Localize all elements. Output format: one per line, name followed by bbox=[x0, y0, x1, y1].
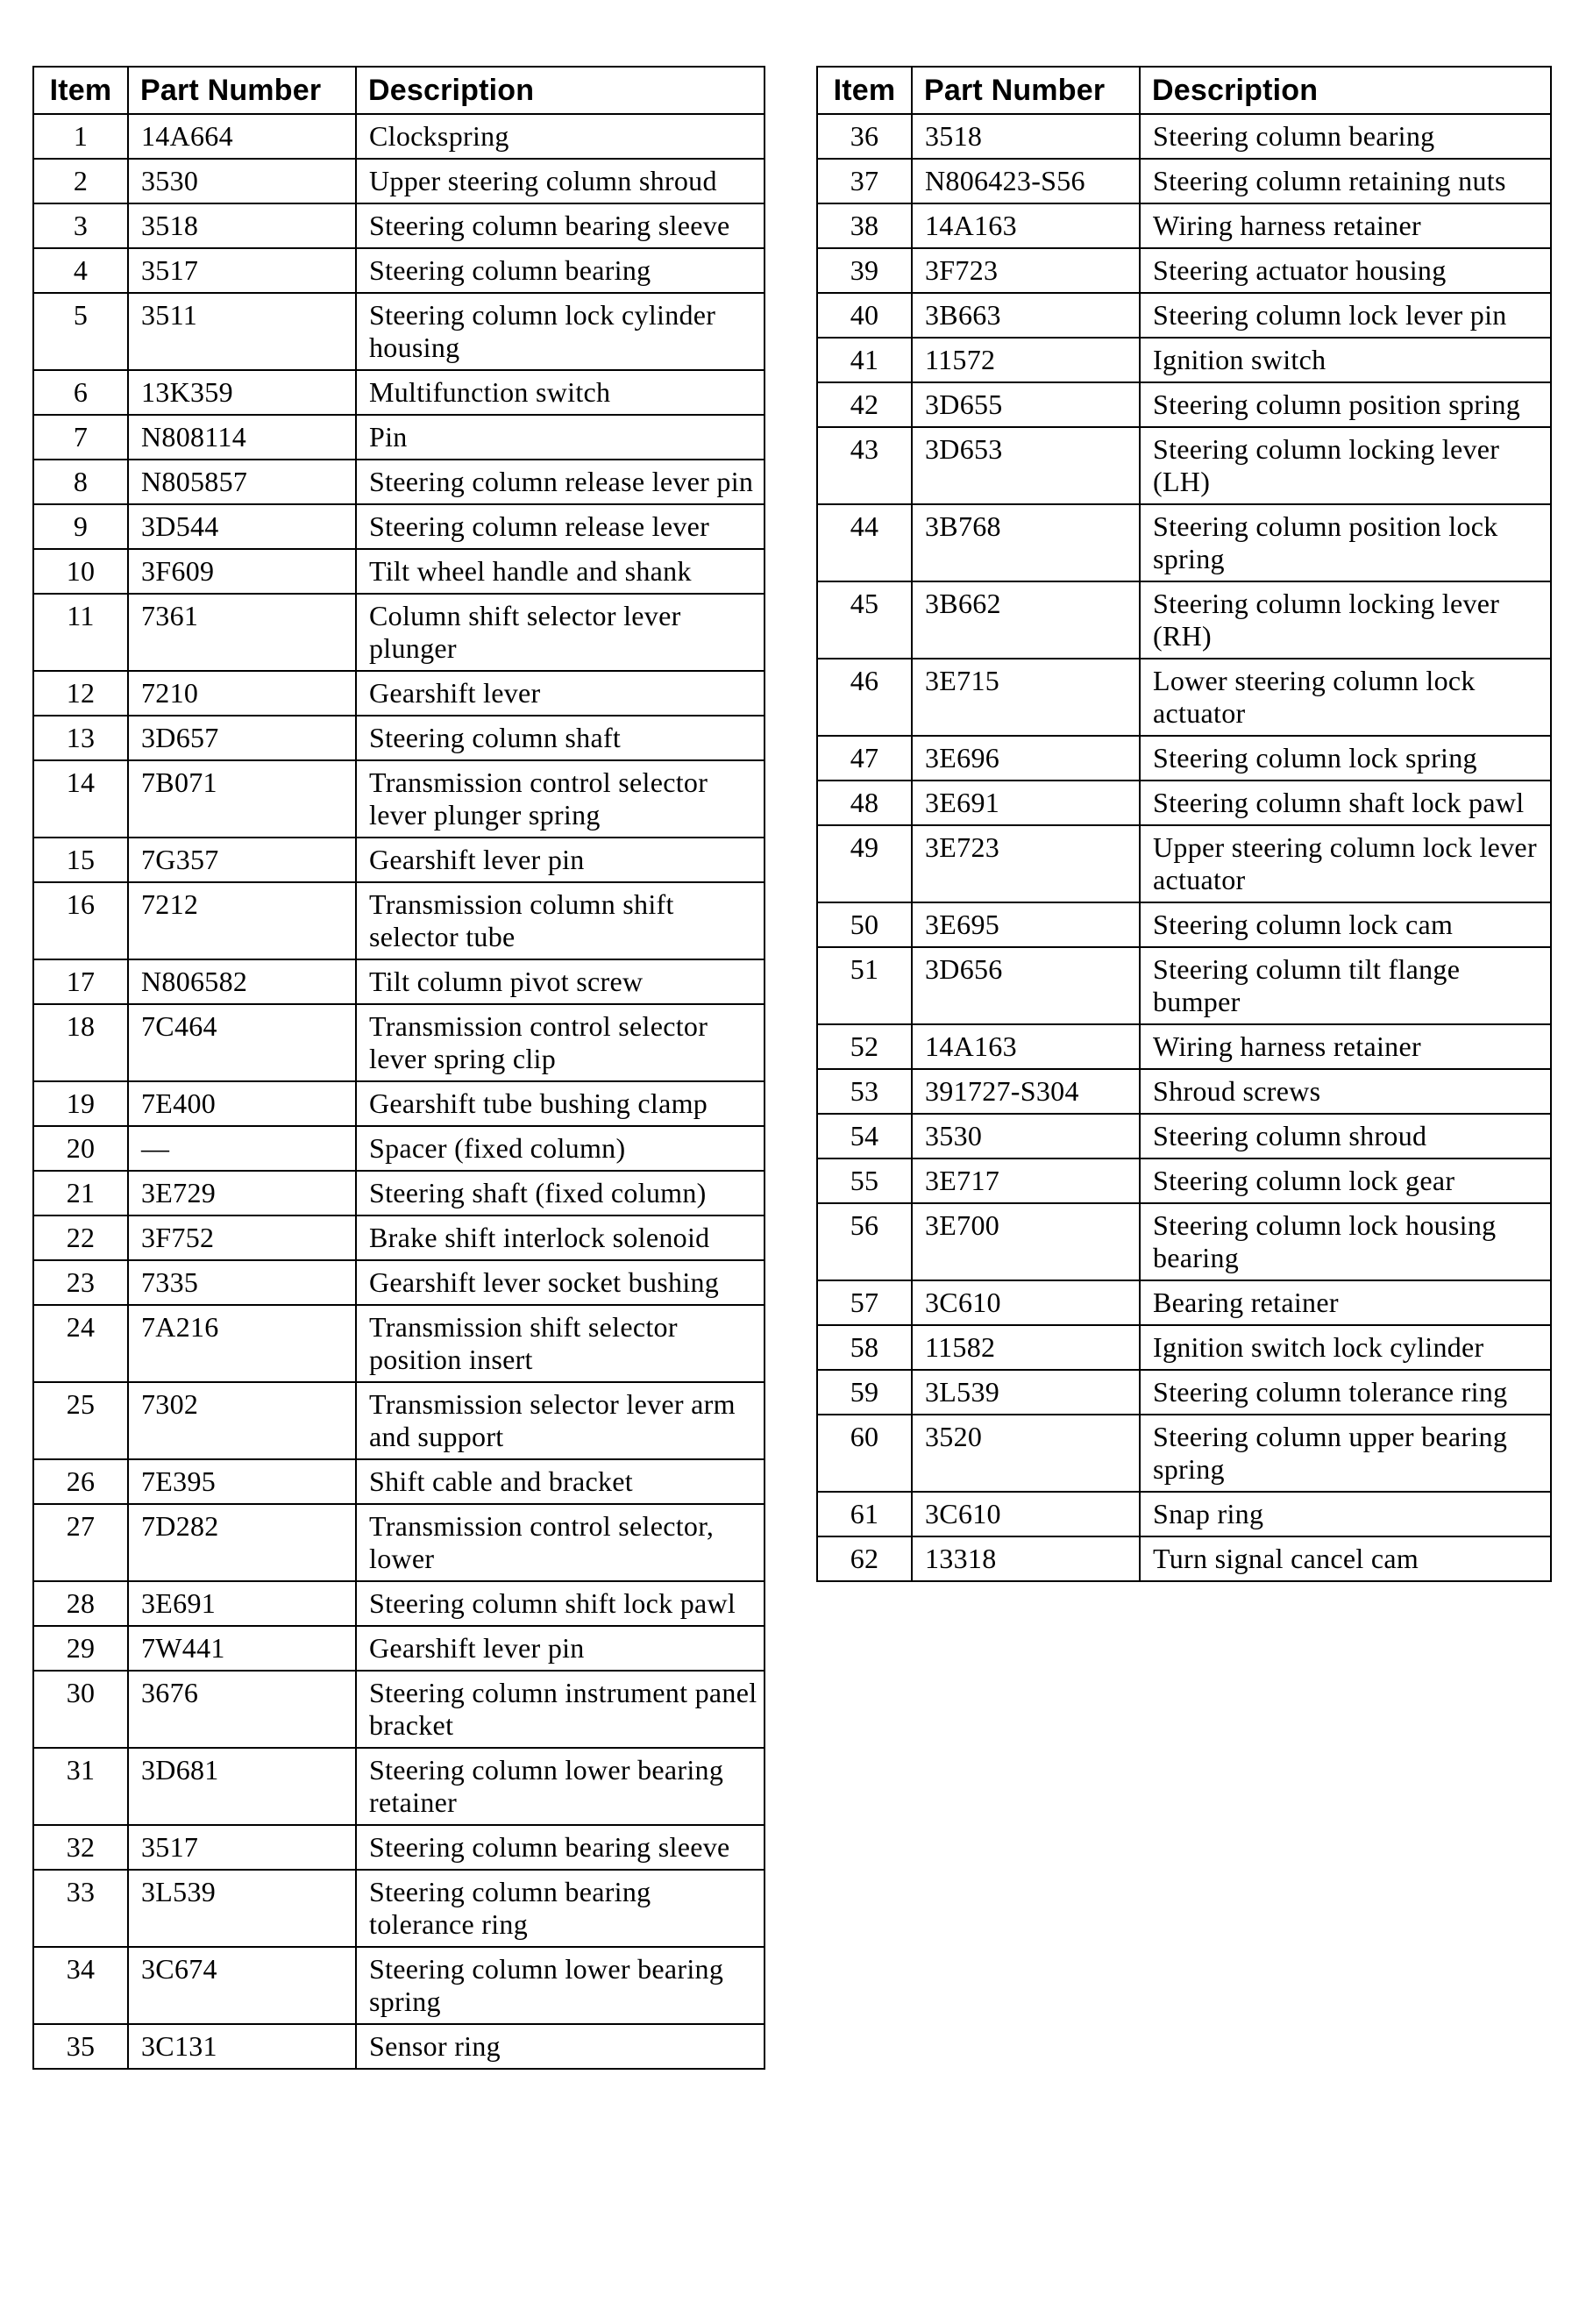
description-cell: Gearshift lever pin bbox=[356, 838, 765, 882]
item-number-cell: 35 bbox=[33, 2024, 128, 2069]
table-row bbox=[817, 781, 1551, 825]
description-cell: Bearing retainer bbox=[1140, 1280, 1551, 1325]
item-number-cell: 45 bbox=[817, 581, 912, 659]
item-number-cell: 33 bbox=[33, 1870, 128, 1947]
part-number-cell: — bbox=[128, 1126, 356, 1171]
item-number-cell: 38 bbox=[817, 203, 912, 248]
item-number-cell: 23 bbox=[33, 1260, 128, 1305]
table-row bbox=[817, 825, 1551, 902]
part-number-cell: 3511 bbox=[128, 293, 356, 370]
description-column-header: Description bbox=[356, 67, 765, 114]
table-row bbox=[33, 1459, 765, 1504]
item-number-cell: 43 bbox=[817, 427, 912, 504]
part-number-cell: 3518 bbox=[128, 203, 356, 248]
part-number-cell: N806423-S56 bbox=[912, 159, 1140, 203]
table-row bbox=[817, 1325, 1551, 1370]
item-number-cell: 55 bbox=[817, 1158, 912, 1203]
part-number-cell: N805857 bbox=[128, 460, 356, 504]
item-number-cell: 62 bbox=[817, 1536, 912, 1581]
description-cell: Brake shift interlock solenoid bbox=[356, 1215, 765, 1260]
item-number-cell: 26 bbox=[33, 1459, 128, 1504]
table-row bbox=[33, 1626, 765, 1671]
part-number-cell: 3E715 bbox=[912, 659, 1140, 736]
item-number-cell: 15 bbox=[33, 838, 128, 882]
table-row bbox=[33, 1947, 765, 2024]
table-row bbox=[817, 1203, 1551, 1280]
table-row bbox=[33, 1126, 765, 1171]
description-cell: Steering column position lock spring bbox=[1140, 504, 1551, 581]
table-row bbox=[33, 370, 765, 415]
description-cell: Snap ring bbox=[1140, 1492, 1551, 1536]
description-cell: Steering column bearing bbox=[1140, 114, 1551, 159]
description-cell: Steering shaft (fixed column) bbox=[356, 1171, 765, 1215]
part-number-cell: 3B768 bbox=[912, 504, 1140, 581]
description-cell: Ignition switch bbox=[1140, 338, 1551, 382]
part-number-cell: 3D656 bbox=[912, 947, 1140, 1024]
description-cell: Steering column bearing bbox=[356, 248, 765, 293]
item-number-cell: 42 bbox=[817, 382, 912, 427]
description-cell: Gearshift lever bbox=[356, 671, 765, 716]
table-row bbox=[817, 293, 1551, 338]
part-number-cell: 3E691 bbox=[912, 781, 1140, 825]
description-cell: Steering column lock gear bbox=[1140, 1158, 1551, 1203]
description-cell: Steering column lock spring bbox=[1140, 736, 1551, 781]
part-number-cell: 7B071 bbox=[128, 760, 356, 838]
description-cell: Steering column lock lever pin bbox=[1140, 293, 1551, 338]
table-row bbox=[817, 1536, 1551, 1581]
description-cell: Pin bbox=[356, 415, 765, 460]
item-column-header: Item bbox=[33, 67, 128, 114]
part-number-cell: 3C674 bbox=[128, 1947, 356, 2024]
part-number-cell: 3520 bbox=[912, 1415, 1140, 1492]
table-row bbox=[817, 248, 1551, 293]
item-number-cell: 3 bbox=[33, 203, 128, 248]
item-number-cell: 22 bbox=[33, 1215, 128, 1260]
item-number-cell: 9 bbox=[33, 504, 128, 549]
item-number-cell: 53 bbox=[817, 1069, 912, 1114]
part-number-cell: 7D282 bbox=[128, 1504, 356, 1581]
description-cell: Steering column lock cylinder housing bbox=[356, 293, 765, 370]
table-row bbox=[817, 659, 1551, 736]
item-number-cell: 40 bbox=[817, 293, 912, 338]
table-row bbox=[33, 882, 765, 959]
description-cell: Steering column release lever bbox=[356, 504, 765, 549]
part-number-cell: 3530 bbox=[128, 159, 356, 203]
part-number-column-header: Part Number bbox=[912, 67, 1140, 114]
description-cell: Gearshift lever socket bushing bbox=[356, 1260, 765, 1305]
table-row bbox=[33, 1305, 765, 1382]
part-number-cell: 3517 bbox=[128, 248, 356, 293]
item-number-cell: 6 bbox=[33, 370, 128, 415]
description-cell: Steering column lower bearing retainer bbox=[356, 1748, 765, 1825]
item-number-cell: 46 bbox=[817, 659, 912, 736]
item-number-cell: 50 bbox=[817, 902, 912, 947]
table-row bbox=[33, 203, 765, 248]
item-number-cell: 10 bbox=[33, 549, 128, 594]
description-cell: Upper steering column lock lever actuator bbox=[1140, 825, 1551, 902]
part-number-cell: 11572 bbox=[912, 338, 1140, 382]
table-row bbox=[817, 1069, 1551, 1114]
part-number-cell: 3F723 bbox=[912, 248, 1140, 293]
description-cell: Steering column upper bearing spring bbox=[1140, 1415, 1551, 1492]
item-number-cell: 18 bbox=[33, 1004, 128, 1081]
table-row bbox=[817, 947, 1551, 1024]
part-number-cell: 3F752 bbox=[128, 1215, 356, 1260]
item-number-cell: 25 bbox=[33, 1382, 128, 1459]
table-row bbox=[33, 1260, 765, 1305]
table-row bbox=[33, 1382, 765, 1459]
description-cell: Transmission shift selector position insert bbox=[356, 1305, 765, 1382]
description-cell: Steering column tilt flange bumper bbox=[1140, 947, 1551, 1024]
description-cell: Multifunction switch bbox=[356, 370, 765, 415]
table-row bbox=[817, 504, 1551, 581]
part-number-cell: 3C610 bbox=[912, 1280, 1140, 1325]
part-number-cell: 3676 bbox=[128, 1671, 356, 1748]
part-number-cell: 3L539 bbox=[128, 1870, 356, 1947]
part-number-cell: 3C131 bbox=[128, 2024, 356, 2069]
description-cell: Transmission column shift selector tube bbox=[356, 882, 765, 959]
part-number-cell: 11582 bbox=[912, 1325, 1140, 1370]
item-number-cell: 12 bbox=[33, 671, 128, 716]
table-row bbox=[33, 1504, 765, 1581]
parts-table-right bbox=[816, 66, 1552, 1582]
table-row bbox=[33, 1581, 765, 1626]
table-row bbox=[33, 1748, 765, 1825]
item-number-cell: 2 bbox=[33, 159, 128, 203]
item-number-cell: 57 bbox=[817, 1280, 912, 1325]
item-number-cell: 54 bbox=[817, 1114, 912, 1158]
item-number-cell: 58 bbox=[817, 1325, 912, 1370]
item-number-cell: 37 bbox=[817, 159, 912, 203]
description-cell: Clockspring bbox=[356, 114, 765, 159]
header-row bbox=[33, 67, 765, 114]
description-cell: Steering column lower bearing spring bbox=[356, 1947, 765, 2024]
item-number-cell: 59 bbox=[817, 1370, 912, 1415]
description-cell: Column shift selector lever plunger bbox=[356, 594, 765, 671]
item-number-cell: 17 bbox=[33, 959, 128, 1004]
table-row bbox=[33, 1215, 765, 1260]
part-number-cell: 3530 bbox=[912, 1114, 1140, 1158]
description-cell: Steering column shaft lock pawl bbox=[1140, 781, 1551, 825]
table-row bbox=[817, 1415, 1551, 1492]
description-cell: Steering column locking lever (LH) bbox=[1140, 427, 1551, 504]
item-number-cell: 51 bbox=[817, 947, 912, 1024]
table-row bbox=[33, 460, 765, 504]
part-number-cell: 3E691 bbox=[128, 1581, 356, 1626]
part-number-cell: 3E700 bbox=[912, 1203, 1140, 1280]
item-number-cell: 61 bbox=[817, 1492, 912, 1536]
description-cell: Steering column position spring bbox=[1140, 382, 1551, 427]
description-cell: Steering column bearing sleeve bbox=[356, 1825, 765, 1870]
table-row bbox=[817, 427, 1551, 504]
table-row bbox=[817, 1158, 1551, 1203]
item-number-cell: 4 bbox=[33, 248, 128, 293]
part-number-cell: 3D657 bbox=[128, 716, 356, 760]
table-row bbox=[33, 760, 765, 838]
item-number-cell: 19 bbox=[33, 1081, 128, 1126]
table-row bbox=[817, 902, 1551, 947]
table-row bbox=[33, 293, 765, 370]
item-number-cell: 56 bbox=[817, 1203, 912, 1280]
part-number-cell: 3E695 bbox=[912, 902, 1140, 947]
description-cell: Wiring harness retainer bbox=[1140, 1024, 1551, 1069]
description-cell: Sensor ring bbox=[356, 2024, 765, 2069]
item-number-cell: 21 bbox=[33, 1171, 128, 1215]
description-cell: Transmission control selector lever spring clip bbox=[356, 1004, 765, 1081]
description-cell: Steering column release lever pin bbox=[356, 460, 765, 504]
description-cell: Steering column bearing tolerance ring bbox=[356, 1870, 765, 1947]
table-row bbox=[33, 671, 765, 716]
item-number-cell: 16 bbox=[33, 882, 128, 959]
item-number-cell: 5 bbox=[33, 293, 128, 370]
item-number-cell: 24 bbox=[33, 1305, 128, 1382]
parts-table-left bbox=[32, 66, 765, 2070]
description-cell: Shift cable and bracket bbox=[356, 1459, 765, 1504]
item-number-cell: 36 bbox=[817, 114, 912, 159]
item-number-cell: 32 bbox=[33, 1825, 128, 1870]
item-number-cell: 27 bbox=[33, 1504, 128, 1581]
table-row bbox=[33, 114, 765, 159]
part-number-cell: 7335 bbox=[128, 1260, 356, 1305]
part-number-cell: 7W441 bbox=[128, 1626, 356, 1671]
item-number-cell: 39 bbox=[817, 248, 912, 293]
table-row bbox=[33, 549, 765, 594]
item-number-cell: 31 bbox=[33, 1748, 128, 1825]
table-row bbox=[33, 1870, 765, 1947]
table-row bbox=[817, 338, 1551, 382]
part-number-cell: 3C610 bbox=[912, 1492, 1140, 1536]
part-number-cell: 7E400 bbox=[128, 1081, 356, 1126]
part-number-cell: 14A163 bbox=[912, 203, 1140, 248]
part-number-cell: 3D544 bbox=[128, 504, 356, 549]
part-number-cell: 7210 bbox=[128, 671, 356, 716]
item-number-cell: 8 bbox=[33, 460, 128, 504]
description-cell: Wiring harness retainer bbox=[1140, 203, 1551, 248]
description-cell: Steering column retaining nuts bbox=[1140, 159, 1551, 203]
item-number-cell: 60 bbox=[817, 1415, 912, 1492]
part-number-cell: 14A163 bbox=[912, 1024, 1140, 1069]
table-row bbox=[817, 1492, 1551, 1536]
table-row bbox=[817, 203, 1551, 248]
description-cell: Upper steering column shroud bbox=[356, 159, 765, 203]
item-number-cell: 49 bbox=[817, 825, 912, 902]
part-number-cell: 391727-S304 bbox=[912, 1069, 1140, 1114]
part-number-cell: 3E696 bbox=[912, 736, 1140, 781]
table-row bbox=[33, 159, 765, 203]
description-cell: Gearshift lever pin bbox=[356, 1626, 765, 1671]
part-number-cell: 3E723 bbox=[912, 825, 1140, 902]
table-row bbox=[817, 581, 1551, 659]
part-number-cell: 7212 bbox=[128, 882, 356, 959]
part-number-cell: 7A216 bbox=[128, 1305, 356, 1382]
table-row bbox=[33, 838, 765, 882]
table-row bbox=[817, 1280, 1551, 1325]
part-number-cell: 14A664 bbox=[128, 114, 356, 159]
table-row bbox=[33, 594, 765, 671]
part-number-cell: 3B662 bbox=[912, 581, 1140, 659]
part-number-cell: 3517 bbox=[128, 1825, 356, 1870]
part-number-cell: 3D655 bbox=[912, 382, 1140, 427]
item-number-cell: 41 bbox=[817, 338, 912, 382]
description-cell: Steering column bearing sleeve bbox=[356, 203, 765, 248]
table-row bbox=[33, 716, 765, 760]
description-cell: Steering column tolerance ring bbox=[1140, 1370, 1551, 1415]
table-row bbox=[817, 1370, 1551, 1415]
description-cell: Lower steering column lock actuator bbox=[1140, 659, 1551, 736]
part-number-cell: 7302 bbox=[128, 1382, 356, 1459]
part-number-cell: 3F609 bbox=[128, 549, 356, 594]
item-number-cell: 29 bbox=[33, 1626, 128, 1671]
description-cell: Steering column shaft bbox=[356, 716, 765, 760]
description-cell: Steering column lock cam bbox=[1140, 902, 1551, 947]
part-number-cell: N806582 bbox=[128, 959, 356, 1004]
table-row bbox=[817, 382, 1551, 427]
part-number-cell: 7E395 bbox=[128, 1459, 356, 1504]
description-cell: Steering column shift lock pawl bbox=[356, 1581, 765, 1626]
part-number-cell: N808114 bbox=[128, 415, 356, 460]
part-number-cell: 3B663 bbox=[912, 293, 1140, 338]
item-number-cell: 48 bbox=[817, 781, 912, 825]
part-number-cell: 3D681 bbox=[128, 1748, 356, 1825]
item-number-cell: 44 bbox=[817, 504, 912, 581]
part-number-column-header: Part Number bbox=[128, 67, 356, 114]
item-number-cell: 30 bbox=[33, 1671, 128, 1748]
table-row bbox=[33, 1004, 765, 1081]
table-row bbox=[33, 504, 765, 549]
description-cell: Steering column instrument panel bracket bbox=[356, 1671, 765, 1748]
description-column-header: Description bbox=[1140, 67, 1551, 114]
table-row bbox=[33, 959, 765, 1004]
item-number-cell: 34 bbox=[33, 1947, 128, 2024]
item-column-header: Item bbox=[817, 67, 912, 114]
part-number-cell: 13318 bbox=[912, 1536, 1140, 1581]
part-number-cell: 7361 bbox=[128, 594, 356, 671]
description-cell: Tilt column pivot screw bbox=[356, 959, 765, 1004]
part-number-cell: 7C464 bbox=[128, 1004, 356, 1081]
description-cell: Tilt wheel handle and shank bbox=[356, 549, 765, 594]
description-cell: Shroud screws bbox=[1140, 1069, 1551, 1114]
table-row bbox=[817, 736, 1551, 781]
item-number-cell: 28 bbox=[33, 1581, 128, 1626]
table-row bbox=[33, 1825, 765, 1870]
part-number-cell: 3D653 bbox=[912, 427, 1140, 504]
part-number-cell: 3L539 bbox=[912, 1370, 1140, 1415]
table-row bbox=[33, 2024, 765, 2069]
item-number-cell: 52 bbox=[817, 1024, 912, 1069]
item-number-cell: 13 bbox=[33, 716, 128, 760]
description-cell: Steering column lock housing bearing bbox=[1140, 1203, 1551, 1280]
description-cell: Gearshift tube bushing clamp bbox=[356, 1081, 765, 1126]
table-row bbox=[33, 248, 765, 293]
item-number-cell: 47 bbox=[817, 736, 912, 781]
description-cell: Spacer (fixed column) bbox=[356, 1126, 765, 1171]
table-row bbox=[33, 1671, 765, 1748]
header-row bbox=[817, 67, 1551, 114]
description-cell: Steering column shroud bbox=[1140, 1114, 1551, 1158]
item-number-cell: 7 bbox=[33, 415, 128, 460]
table-row bbox=[33, 415, 765, 460]
description-cell: Steering actuator housing bbox=[1140, 248, 1551, 293]
part-number-cell: 3E717 bbox=[912, 1158, 1140, 1203]
table-row bbox=[33, 1081, 765, 1126]
table-row bbox=[33, 1171, 765, 1215]
part-number-cell: 7G357 bbox=[128, 838, 356, 882]
description-cell: Transmission control selector, lower bbox=[356, 1504, 765, 1581]
table-row bbox=[817, 1024, 1551, 1069]
table-row bbox=[817, 159, 1551, 203]
item-number-cell: 20 bbox=[33, 1126, 128, 1171]
part-number-cell: 13K359 bbox=[128, 370, 356, 415]
part-number-cell: 3E729 bbox=[128, 1171, 356, 1215]
table-row bbox=[817, 1114, 1551, 1158]
item-number-cell: 11 bbox=[33, 594, 128, 671]
item-number-cell: 1 bbox=[33, 114, 128, 159]
table-row bbox=[817, 114, 1551, 159]
description-cell: Transmission selector lever arm and support bbox=[356, 1382, 765, 1459]
part-number-cell: 3518 bbox=[912, 114, 1140, 159]
description-cell: Turn signal cancel cam bbox=[1140, 1536, 1551, 1581]
description-cell: Transmission control selector lever plunger spring bbox=[356, 760, 765, 838]
description-cell: Steering column locking lever (RH) bbox=[1140, 581, 1551, 659]
description-cell: Ignition switch lock cylinder bbox=[1140, 1325, 1551, 1370]
item-number-cell: 14 bbox=[33, 760, 128, 838]
